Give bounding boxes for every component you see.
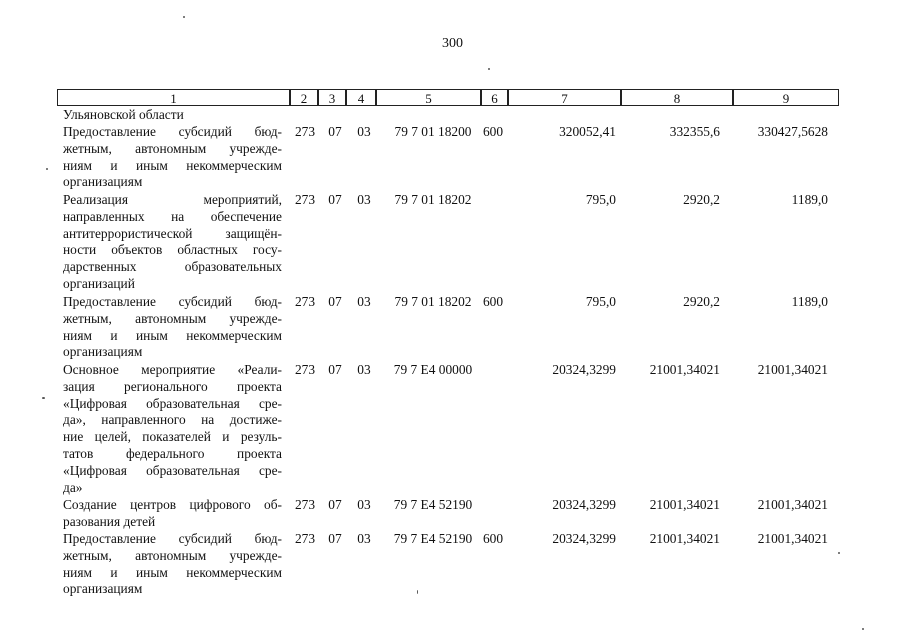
- cell-col-8: 2920,2: [683, 192, 720, 207]
- cell-col-2: 273: [294, 294, 316, 309]
- cell-col-3: 07: [328, 497, 342, 512]
- cell-col-5: 79 7 E4 00000: [393, 362, 473, 377]
- description-line: организациям: [63, 344, 143, 360]
- row-description: [63, 531, 282, 598]
- cell-col-3: 07: [328, 192, 342, 207]
- column-header-3: 3: [318, 89, 346, 106]
- cell-col-4: 03: [357, 294, 371, 309]
- cell-col-8: 21001,34021: [649, 497, 720, 512]
- cell-col-6: 600: [482, 294, 504, 309]
- cell-col-4: 03: [357, 362, 371, 377]
- cell-col-5: 79 7 E4 52190: [393, 531, 473, 546]
- cell-col-2: 273: [294, 362, 316, 377]
- description-line: да»: [63, 479, 83, 495]
- cell-col-2: 273: [294, 531, 316, 546]
- cell-col-9: 21001,34021: [757, 362, 828, 377]
- description-line: ниям и иным некоммерческим: [63, 564, 282, 580]
- cell-col-6: 600: [482, 124, 504, 139]
- description-line: ности объектов областных госу-: [63, 242, 282, 258]
- cell-col-5: 79 7 01 18200: [394, 124, 472, 139]
- description-line: антитеррористической защищён-: [63, 225, 282, 241]
- description-line: жетным, автономным учрежде-: [63, 140, 282, 156]
- cell-col-7: 20324,3299: [552, 362, 616, 377]
- cell-col-4: 03: [357, 192, 371, 207]
- column-header-9: 9: [733, 89, 839, 106]
- cell-col-2: 273: [294, 497, 316, 512]
- cell-col-7: 795,0: [585, 294, 616, 309]
- row-description: [63, 497, 282, 531]
- cell-col-8: 21001,34021: [649, 531, 720, 546]
- cell-col-6: 600: [482, 531, 504, 546]
- column-header-5: 5: [376, 89, 481, 106]
- cell-col-3: 07: [328, 362, 342, 377]
- cell-col-7: 20324,3299: [552, 531, 616, 546]
- description-line: направленных на обеспечение: [63, 208, 282, 224]
- cell-col-8: 2920,2: [683, 294, 720, 309]
- row-description: [63, 362, 282, 496]
- description-line: организациям: [63, 174, 143, 190]
- cell-col-3: 07: [328, 124, 342, 139]
- description-line: ниям и иным некоммерческим: [63, 157, 282, 173]
- description-line: Предоставление субсидий бюд-: [63, 531, 282, 546]
- description-line: ние целей, показателей и резуль-: [63, 429, 282, 445]
- cell-col-2: 273: [294, 124, 316, 139]
- description-line: Создание центров цифрового об-: [63, 497, 282, 512]
- scan-speck: [46, 168, 48, 170]
- scan-speck: [488, 68, 490, 70]
- cell-col-7: 320052,41: [559, 124, 616, 139]
- description-line: Основное мероприятие «Реали-: [63, 362, 282, 377]
- description-line: ниям и иным некоммерческим: [63, 327, 282, 343]
- cell-col-7: 20324,3299: [552, 497, 616, 512]
- scan-speck: [417, 590, 418, 594]
- description-line: «Цифровая образовательная сре-: [63, 395, 282, 411]
- description-line: Реализация мероприятий,: [63, 192, 282, 207]
- cell-col-7: 795,0: [585, 192, 616, 207]
- cell-col-3: 07: [328, 531, 342, 546]
- description-line: татов федерального проекта: [63, 445, 282, 461]
- cell-col-9: 1189,0: [791, 294, 828, 309]
- description-line: организациям: [63, 581, 143, 597]
- description-line: жетным, автономным учрежде-: [63, 547, 282, 563]
- cell-col-4: 03: [357, 124, 371, 139]
- cell-col-5: 79 7 E4 52190: [393, 497, 473, 512]
- description-line: Ульяновской области: [63, 107, 184, 122]
- description-line: дарственных образовательных: [63, 259, 282, 275]
- description-line: да», направленного на достиже-: [63, 412, 282, 428]
- column-header-1: 1: [57, 89, 290, 106]
- cell-col-9: 21001,34021: [757, 531, 828, 546]
- cell-col-4: 03: [357, 531, 371, 546]
- description-line: организаций: [63, 275, 135, 291]
- cell-col-8: 21001,34021: [649, 362, 720, 377]
- description-line: «Цифровая образовательная сре-: [63, 462, 282, 478]
- column-header-7: 7: [508, 89, 621, 106]
- description-line: Предоставление субсидий бюд-: [63, 124, 282, 139]
- row-description: [63, 294, 282, 361]
- cell-col-9: 330427,5628: [757, 124, 828, 139]
- cell-col-3: 07: [328, 294, 342, 309]
- scan-speck: [862, 628, 864, 630]
- cell-col-4: 03: [357, 497, 371, 512]
- column-header-8: 8: [621, 89, 733, 106]
- column-header-6: 6: [481, 89, 508, 106]
- cell-col-5: 79 7 01 18202: [394, 192, 472, 207]
- scan-speck: [42, 397, 45, 399]
- page-number: 300: [442, 36, 463, 51]
- description-line: жетным, автономным учрежде-: [63, 310, 282, 326]
- scan-speck: [183, 16, 185, 18]
- row-description: [63, 107, 282, 124]
- row-description: [63, 192, 282, 293]
- cell-col-9: 1189,0: [791, 192, 828, 207]
- description-line: Предоставление субсидий бюд-: [63, 294, 282, 309]
- column-header-2: 2: [290, 89, 318, 106]
- description-line: разования детей: [63, 513, 156, 529]
- description-line: зация регионального проекта: [63, 378, 282, 394]
- cell-col-8: 332355,6: [669, 124, 720, 139]
- cell-col-5: 79 7 01 18202: [394, 294, 472, 309]
- row-description: [63, 124, 282, 191]
- scan-speck: [838, 552, 840, 554]
- cell-col-2: 273: [294, 192, 316, 207]
- cell-col-9: 21001,34021: [757, 497, 828, 512]
- column-header-4: 4: [346, 89, 376, 106]
